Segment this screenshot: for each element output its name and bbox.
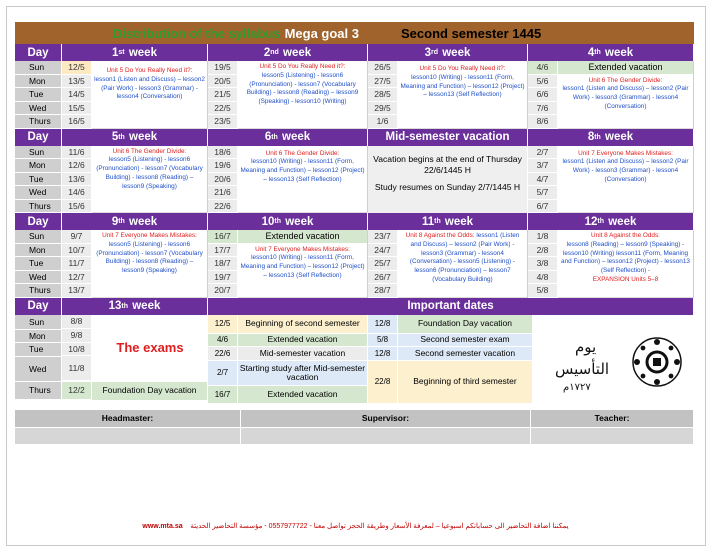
date-cell: 6/7 <box>528 200 558 214</box>
week-1 <box>62 44 208 129</box>
day-label: Mon <box>15 159 62 173</box>
lesson-plan: Unit 7 Everyone Makes Mistakes: lesson10 (Writing) - lesson11 (Form, Meaning and Function) – lesson12 (Project) – lesson13 (Self Reflection) <box>238 244 367 298</box>
foundation-day-logo <box>533 315 694 404</box>
date-cell: 23/7 <box>368 230 398 244</box>
lesson-plan: Unit 6 The Gender Divide: lesson5 (Listening) - lesson6 (Pronunciation) - lesson7 (Vocabulary Building) - lesson8 (Reading) – lesson9 (Speaking) <box>92 146 207 214</box>
date-cell: 14/5 <box>62 88 92 102</box>
svg-text:التأسيس: التأسيس <box>554 360 609 378</box>
important-date: 4/6 <box>208 334 238 347</box>
important-date: 22/6 <box>208 347 238 360</box>
headmaster-signature-field[interactable] <box>15 427 241 444</box>
day-label: Wed <box>15 271 62 285</box>
week-header: 13 th week <box>62 298 208 315</box>
date-cell: 14/6 <box>62 186 92 200</box>
day-label: Thurs <box>15 200 62 214</box>
day-label: Wed <box>15 357 62 382</box>
day-header: Day <box>15 298 62 315</box>
date-cell: 29/5 <box>368 102 398 116</box>
week-5 <box>62 129 208 214</box>
week-header: 12 th week <box>528 213 694 230</box>
date-cell: 17/7 <box>208 244 238 258</box>
week-header: 9 th week <box>62 213 208 230</box>
extended-vacation-label: Extended vacation <box>238 230 367 244</box>
day-label: Sun <box>15 315 62 330</box>
date-cell: 12/2 <box>62 382 92 400</box>
date-cell: 24/7 <box>368 244 398 258</box>
date-cell: 13/5 <box>62 75 92 89</box>
date-cell: 12/7 <box>62 271 92 285</box>
date-cell: 11/7 <box>62 257 92 271</box>
band-weeks-9-12 <box>15 213 694 298</box>
date-cell: 4/8 <box>528 271 558 285</box>
day-column <box>15 298 62 404</box>
date-cell: 19/6 <box>208 159 238 173</box>
important-event: Foundation Day vacation <box>398 315 533 333</box>
syllabus-sheet <box>15 22 694 444</box>
day-label: Wed <box>15 186 62 200</box>
week-header: 3 rd week <box>368 44 528 61</box>
important-event: Beginning of third semester <box>398 361 533 403</box>
day-label: Wed <box>15 102 62 116</box>
week-header: 8 th week <box>528 129 694 146</box>
date-cell: 19/5 <box>208 61 238 75</box>
date-cell: 9/7 <box>62 230 92 244</box>
date-cell: 15/5 <box>62 102 92 116</box>
date-cell: 10/8 <box>62 343 92 356</box>
week-12 <box>528 213 694 298</box>
week-9 <box>62 213 208 298</box>
date-cell: 20/5 <box>208 75 238 89</box>
important-date: 16/7 <box>208 386 238 403</box>
date-cell: 1/6 <box>368 115 398 129</box>
day-label: Thurs <box>15 382 62 400</box>
band-weeks-5-8 <box>15 129 694 214</box>
date-cell: 28/5 <box>368 88 398 102</box>
day-header: Day <box>15 213 62 230</box>
date-cell: 11/8 <box>62 356 92 381</box>
date-cell: 15/6 <box>62 200 92 214</box>
date-cell: 2/7 <box>528 146 558 160</box>
day-label: Sun <box>15 230 62 244</box>
date-cell: 6/6 <box>528 88 558 102</box>
week-13 <box>62 298 208 404</box>
important-event: Second semester exam <box>398 334 533 347</box>
day-label: Thurs <box>15 284 62 298</box>
important-event: Second semester vacation <box>398 347 533 360</box>
week-header: 4 th week <box>528 44 694 61</box>
date-cell: 25/7 <box>368 257 398 271</box>
title-bar <box>15 22 694 44</box>
band-weeks-1-4 <box>15 44 694 129</box>
teacher-label: Teacher: <box>531 410 694 427</box>
important-dates-header: Important dates <box>208 298 694 315</box>
date-cell: 26/7 <box>368 271 398 285</box>
lesson-plan: Unit 5 Do You Really Need it?: lesson1 (Listen and Discuss) – lesson2 (Pair Work) - lesson3 (Grammar) - lesson4 (Conversation) <box>92 61 207 129</box>
day-header: Day <box>15 129 62 146</box>
day-label: Mon <box>15 75 62 89</box>
lesson-plan: Unit 5 Do You Really Need it?: lesson5 (Listening) - lesson6 (Pronunciation) - lesson7 (Vocabulary Building) - lesson8 (Reading) – lesson9 (Speaking) - lesson10 (Writing) <box>238 61 367 129</box>
date-cell: 21/5 <box>208 88 238 102</box>
important-event: Mid-semester vacation <box>238 347 368 360</box>
day-column <box>15 129 62 214</box>
date-cell: 5/7 <box>528 186 558 200</box>
date-cell: 20/7 <box>208 284 238 298</box>
title-main: Distribution of the syllabus <box>113 25 281 41</box>
date-cell: 12/5 <box>62 61 92 75</box>
lesson-plan: Unit 5 Do You Really Need it?: lesson10 (Writing) - lesson11 (Form, Meaning and Function) – lesson12 (Project) – lesson13 (Self Reflection) <box>398 61 527 129</box>
mid-vacation-details <box>368 146 528 214</box>
band-week-13-important <box>15 298 694 404</box>
supervisor-label: Supervisor: <box>241 410 531 427</box>
date-cell: 22/5 <box>208 102 238 116</box>
svg-text:يوم: يوم <box>574 338 596 356</box>
foundation-day-emblem-icon <box>539 324 689 394</box>
week-4 <box>528 44 694 129</box>
date-cell: 2/8 <box>528 244 558 258</box>
date-cell: 5/8 <box>528 284 558 298</box>
important-date: 12/5 <box>208 315 238 333</box>
day-label: Tue <box>15 173 62 187</box>
date-cell: 13/7 <box>62 284 92 298</box>
important-date: 2/7 <box>208 361 238 385</box>
mid-semester-vacation <box>368 129 528 214</box>
title-book: Mega goal 3 <box>284 25 359 41</box>
important-event: Beginning of second semester <box>238 315 368 333</box>
date-cell: 22/6 <box>208 200 238 214</box>
week-header: 10 th week <box>208 213 368 230</box>
day-label: Sun <box>15 146 62 160</box>
date-cell: 7/6 <box>528 102 558 116</box>
lesson-plan: Unit 6 The Gender Divide: lesson10 (Writing) - lesson11 (Form, Meaning and Function) – lesson12 (Project) – lesson13 (Self Reflection) <box>238 146 367 214</box>
important-dates <box>208 298 694 404</box>
important-date: 22/8 <box>368 361 398 403</box>
date-cell: 5/6 <box>528 75 558 89</box>
date-cell: 3/8 <box>528 257 558 271</box>
week-header: 2 nd week <box>208 44 368 61</box>
day-label: Tue <box>15 343 62 357</box>
important-date: 5/8 <box>368 334 398 347</box>
lesson-plan: Unit 8 Against the Odds: lesson1 (Listen and Discuss) – lesson2 (Pair Work) - lesson3 (Grammar) - lesson4 (Conversation) - lesson5 (Listening) - lesson6 (Pronunciation) – lesson7 (Vocabulary Building) <box>398 230 527 298</box>
week-10 <box>208 213 368 298</box>
date-cell: 9/8 <box>62 329 92 342</box>
date-cell: 23/5 <box>208 115 238 129</box>
day-label: Sun <box>15 61 62 75</box>
signature-blank-row <box>15 427 694 444</box>
svg-text:١٧٢٧م: ١٧٢٧م <box>562 382 591 393</box>
day-column <box>15 213 62 298</box>
day-column <box>15 44 62 129</box>
supervisor-signature-field[interactable] <box>241 427 531 444</box>
day-header: Day <box>15 44 62 61</box>
week-header: 1 st week <box>62 44 208 61</box>
date-cell: 4/6 <box>528 61 558 75</box>
week-header: 11 th week <box>368 213 528 230</box>
day-label: Mon <box>15 330 62 344</box>
teacher-signature-field[interactable] <box>531 427 694 444</box>
date-cell: 11/6 <box>62 146 92 160</box>
date-cell: 8/6 <box>528 115 558 129</box>
lesson-plan: Unit 8 Against the Odds: lesson8 (Reading) – lesson9 (Speaking) - lesson10 (Writing) lesson11 (Form, Meaning and Function) – lesson12 (Project) - lesson13 (Self Reflection) - EXPANSION Units 5–8 <box>558 230 693 298</box>
date-cell: 26/5 <box>368 61 398 75</box>
week-2 <box>208 44 368 129</box>
foundation-day-label: Foundation Day vacation <box>92 382 208 400</box>
study-resumes-text: Study resumes on Sunday 2/7/1445 H <box>374 181 521 192</box>
lesson-plan: Unit 7 Everyone Makes Mistakes: lesson1 (Listen and Discuss) – lesson2 (Pair Work) - lesson3 (Grammar) - lesson4 (Conversation) <box>558 146 693 214</box>
important-event: Starting study after Mid-semester vacation <box>238 361 368 385</box>
date-cell: 27/5 <box>368 75 398 89</box>
footer-text: يمكننا اضافة التحاضير الى حساباتكم اسبوعيا – لمعرفة الأسعار وطريقة الحجز تواصل معنا - 0557977722 - مؤسسة التحاضير الحديثة <box>190 523 569 530</box>
mid-vacation-header: Mid-semester vacation <box>368 129 528 146</box>
footer <box>0 522 711 530</box>
week-8 <box>528 129 694 214</box>
signature-row <box>15 410 694 427</box>
day-label: Tue <box>15 88 62 102</box>
lesson-plan: Unit 6 The Gender Divide: lesson1 (Listen and Discuss) – lesson2 (Pair Work) - lesson3 (Grammar) - lesson4 (Conversation) <box>558 75 693 129</box>
date-cell: 13/6 <box>62 173 92 187</box>
date-cell: 10/7 <box>62 244 92 258</box>
extended-vacation-label: Extended vacation <box>558 61 693 75</box>
date-cell: 28/7 <box>368 284 398 298</box>
title-semester: Second semester 1445 <box>401 25 542 41</box>
date-cell: 4/7 <box>528 173 558 187</box>
date-cell: 8/8 <box>62 315 92 330</box>
important-date: 12/8 <box>368 315 398 333</box>
date-cell: 3/7 <box>528 159 558 173</box>
date-cell: 21/6 <box>208 186 238 200</box>
week-header: 6 th week <box>208 129 368 146</box>
date-cell: 18/7 <box>208 257 238 271</box>
date-cell: 1/8 <box>528 230 558 244</box>
date-cell: 16/5 <box>62 115 92 129</box>
important-date: 12/8 <box>368 347 398 360</box>
date-cell: 19/7 <box>208 271 238 285</box>
date-cell: 16/7 <box>208 230 238 244</box>
week-6 <box>208 129 368 214</box>
week-3 <box>368 44 528 129</box>
exams-label: The exams <box>92 315 208 381</box>
vacation-begins-text: Vacation begins at the end of Thursday 22/6/1445 H <box>373 153 522 175</box>
lesson-plan: Unit 7 Everyone Makes Mistakes: lesson5 (Listening) - lesson6 (Pronunciation) - lesson7 (Vocabulary Building) - lesson8 (Reading) – lesson9 (Speaking) <box>92 230 207 298</box>
important-event: Extended vacation <box>238 334 368 347</box>
week-11 <box>368 213 528 298</box>
week-header: 5 th week <box>62 129 208 146</box>
day-label: Mon <box>15 244 62 258</box>
day-label: Tue <box>15 257 62 271</box>
day-label: Thurs <box>15 115 62 129</box>
date-cell: 20/6 <box>208 173 238 187</box>
important-event: Extended vacation <box>238 386 368 403</box>
headmaster-label: Headmaster: <box>15 410 241 427</box>
date-cell: 18/6 <box>208 146 238 160</box>
date-cell: 12/6 <box>62 159 92 173</box>
footer-site-link[interactable]: www.mta.sa <box>142 523 183 530</box>
